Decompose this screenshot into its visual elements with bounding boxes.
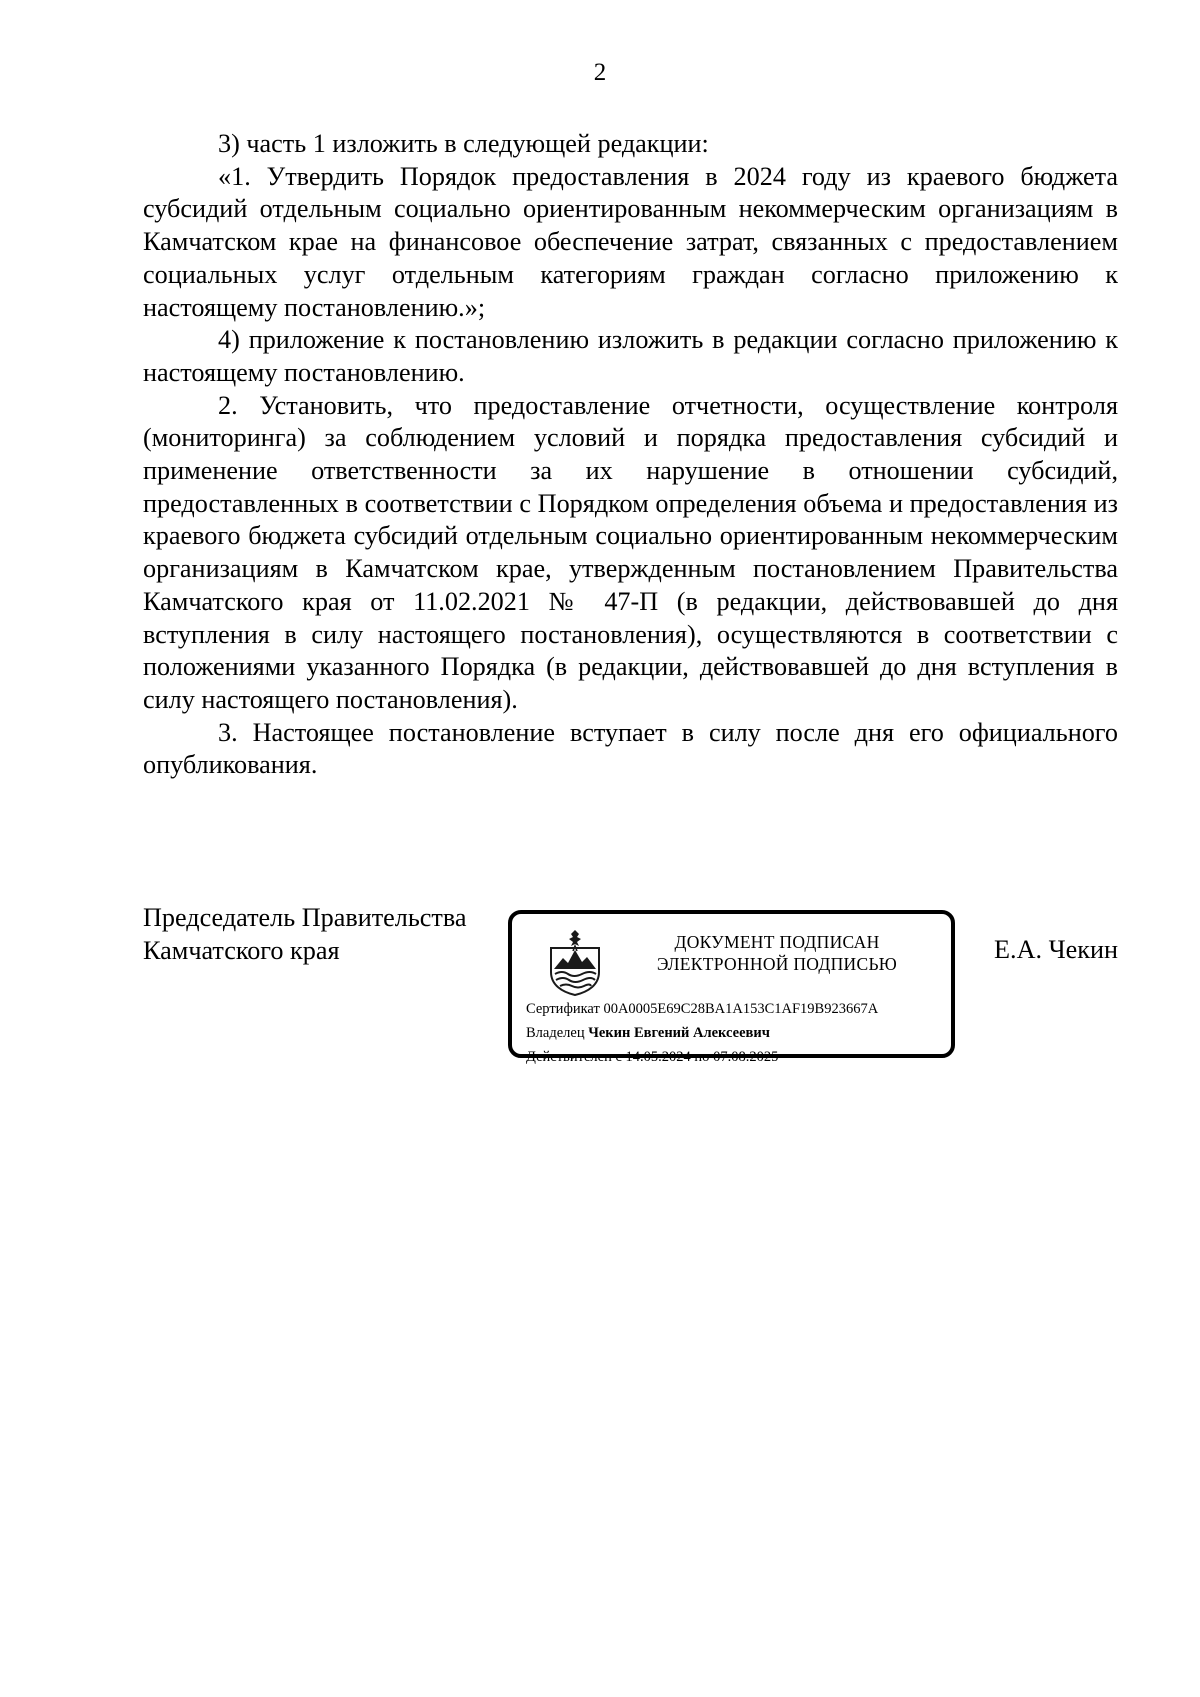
signatory-name: Е.А. Чекин [994,935,1118,964]
electronic-signature-stamp [508,910,955,1065]
paragraph-point-3: 3. Настоящее постановление вступает в силу после дня его официального опубликования. [143,717,1118,780]
signatory-title-line-2: Камчатского края [143,935,340,965]
stamp-heading-line-2: ЭЛЕКТРОННОЙ ПОДПИСЬЮ [656,954,898,974]
owner-value: Чекин Евгений Алексеевич [588,1025,770,1041]
paragraph-new-part-1: «1. Утвердить Порядок предоставления в 2024 году из краевого бюджета субсидий отдельным социально ориентированным некоммерческим организациям в Камчатском крае на финансовое обеспечение затрат, связанных с предоставлением социальных услуг отдельным категориям граждан согласно приложению к настоящему постановлению.»; [143,161,1118,322]
stamp-heading-line-1: ДОКУМЕНТ ПОДПИСАН [674,932,880,952]
valid-to-label: по [694,1049,710,1065]
valid-from-label: Действителен с [526,1049,622,1065]
valid-from-date: 14.05.2024 [625,1049,691,1065]
certificate-value: 00A0005E69C28BA1A153C1AF19B923667A [603,1001,879,1017]
owner-row [526,1024,770,1042]
valid-to-date: 07.08.2025 [713,1049,779,1065]
signatory-title [143,902,467,967]
signature-block [143,902,1118,1065]
kamchatka-coat-of-arms-icon [546,928,604,996]
signatory-title-line-1: Председатель Правительства [143,903,467,932]
owner-label: Владелец [526,1025,585,1041]
paragraph-item-4: 4) приложение к постановлению изложить в редакции согласно приложению к настоящему постановлению. [143,325,1118,387]
paragraph-point-2: 2. Установить, что предоставление отчетности, осуществление контроля (мониторинга) за соблюдением условий и порядка предоставления субсидий и применение ответственности за их нарушение в отношении субсидий, предоставленных в соответствии с Порядком определения объема и предоставления из краевого бюджета субсидий отдельным социально ориентированным некоммерческим организациям в Камчатском крае, утвержденным постановлением Правительства Камчатского края от 11.02.2021 № 47-П (в редакции, действовавшей до дня вступления в силу настоящего постановления), осуществляются в соответствии с положениями указанного Порядка (в редакции, действовавшей до дня вступления в силу настоящего постановления). [143,390,1118,714]
page-number: 2 [593,59,607,86]
validity-row [526,1048,778,1066]
paragraph-item-3: 3) часть 1 изложить в следующей редакции: [218,129,709,158]
certificate-label: Сертификат [526,1001,600,1017]
certificate-row [526,1000,878,1018]
document-body [143,128,1118,782]
